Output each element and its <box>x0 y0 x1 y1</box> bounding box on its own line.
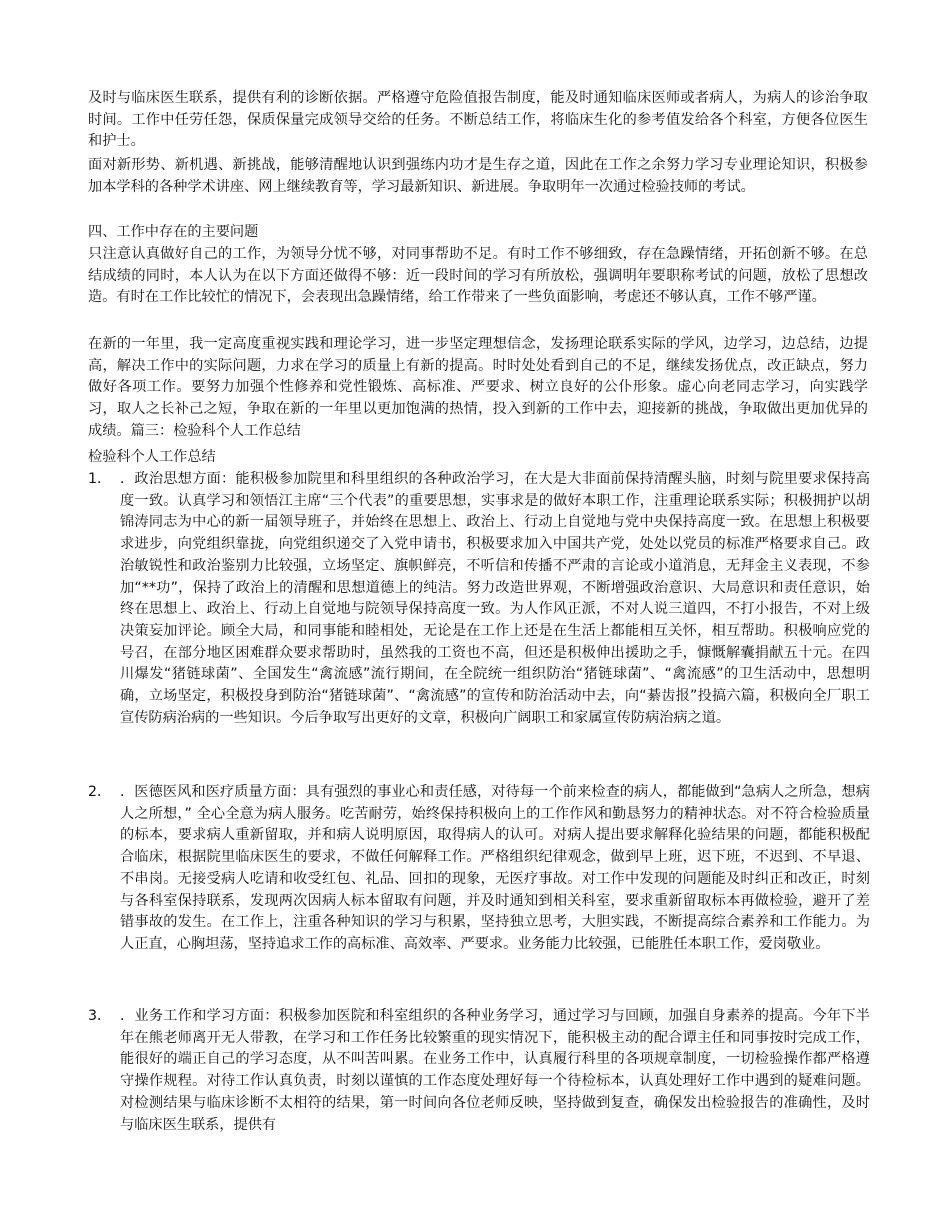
list-item-number: 3． <box>88 1008 112 1024</box>
paragraph-learning: 面对新形势、新机遇、新挑战，能够清醒地认识到强练内功才是生存之道，因此在工作之余努力学习专业理论知识，积极参加本学科的各种学术讲座、网上继续教育等，学习最新知识、新进展。争取明年一次通过检验技师的考试。 <box>88 157 868 195</box>
paragraph-report-system: 及时与临床医生联系，提供有利的诊断依据。严格遵守危险值报告制度，能及时通知临床医师或者病人，为病人的诊治争取时间。工作中任劳任怨，保质保量完成领导交给的任务。不断总结工作，将临床生化的参考值发给各个科室，方便各位医生和护士。 <box>88 90 868 150</box>
list-item-number: 2． <box>88 784 112 800</box>
list-item-text: ．医德医风和医疗质量方面：具有强烈的事业心和责任感，对待每一个前来检查的病人，都能做到“急病人之所急，想病人之所想，” 全心全意为病人服务。吃苦耐劳，始终保持积极向上的工作作风和勤恳努力的精神状态。对不符合检验质量的标本，要求病人重新留取，并和病人说明原因，取得病人的认可。对病人提出要求解释化验结果的问题，都能积极配合临床，根据院里临床医生的要求，不做任何解释工作。严格组织纪律观念，做到早上班，迟下班，不迟到、不早退、不串岗。无接受病人吃请和收受红包、礼品、回扣的现象，无医疗事故。对工作中发现的问题能及时纠正和改正，时刻与各科室保持联系，发现两次因病人标本留取有问题，并及时通知到相关科室，要求重新留取标本再做检验，避开了差错事故的发生。在工作上，注重各种知识的学习与积累，坚持独立思考，大胆实践，不断提高综合素养和工作能力。为人正直，心胸坦荡，坚持追求工作的高标准、高效率、严要求。业务能力比较强，已能胜任本职工作，爱岗敬业。 <box>120 784 870 952</box>
document-title: 检验科个人工作总结 <box>88 449 216 465</box>
section-heading-problems: 四、工作中存在的主要问题 <box>88 224 259 240</box>
paragraph-problems: 只注意认真做好自己的工作，为领导分忧不够，对同事帮助不足。有时工作不够细致，存在急躁情绪，开拓创新不够。在总结成绩的同时，本人认为在以下方面还做得不够：近一段时间的学习有所放松，强调明年要职称考试的问题，放松了思想改造。有时在工作比较忙的情况下，会表现出急躁情绪，给工作带来了一些负面影响，考虑还不够认真，工作不够严谨。 <box>88 246 868 306</box>
list-item-text: ．政治思想方面：能积极参加院里和科里组织的各种政治学习，在大是大非面前保持清醒头脑，时刻与院里要求保持高度一致。认真学习和领悟江主席“三个代表”的重要思想，实事求是的做好本职工作，注重理论联系实际；积极拥护以胡锦涛同志为中心的新一届领导班子，并始终在思想上、政治上、行动上自觉地与党中央保持高度一致。在思想上积极要求进步，向党组织靠拢，向党组织递交了入党申请书，积极要求加入中国共产党，处处以党员的标准严格要求自己。政治敏锐性和政治鉴别力比较强，立场坚定、旗帜鲜亮，不听信和传播不严肃的言论或小道消息，无拜金主义表现，不参加“**功”，保持了政治上的清醒和思想道德上的纯洁。努力改造世界观，不断增强政治意识、大局意识和责任意识，始终在思想上、政治上、行动上自觉地与院领导保持高度一致。为人作风正派，不对人说三道四，不打小报告，不对上级决策妄加评论。顾全大局，和同事能和睦相处，无论是在工作上还是在生活上都能相互关怀，相互帮助。积极响应党的号召，在部分地区困难群众要求帮助时，虽然我的工资也不高，但还是积极伸出援助之手，慷慨解囊捐献五十元。在四川爆发“猪链球菌”、全国发生“禽流感”流行期间，在全院统一组织防治“猪链球菌”、“禽流感”的卫生活动中，思想明确，立场坚定，积极投身到防治“猪链球菌”、“禽流感”的宣传和防治活动中去，向“綦齿报”投搞六篇，积极向全厂职工宣传防病治病的一些知识。今后争取写出更好的文章，积极向广阔职工和家属宣传防病治病之道。 <box>120 471 870 726</box>
list-item-number: 1． <box>88 471 112 487</box>
list-item-text: ．业务工作和学习方面：积极参加医院和科室组织的各种业务学习，通过学习与回顾，加强自身素养的提高。今年下半年在熊老师离开无人带教，在学习和工作任务比较繁重的现实情况下，能积极主动的配合谭主任和同事按时完成工作，能很好的端正自己的学习态度，从不叫苦叫累。在业务工作中，认真履行科里的各项规章制度，一切检验操作都严格遵守操作规程。对待工作认真负责，时刻以谨慎的工作态度处理好每一个待检标本，认真处理好工作中遇到的疑难问题。对检测结果与临床诊断不太相符的结果，第一时间向各位老师反映，坚持做到复查，确保发出检验报告的准确性，及时与临床医生联系，提供有 <box>120 1008 870 1133</box>
paragraph-new-year: 在新的一年里，我一定高度重视实践和理论学习，进一步坚定理想信念，发扬理论联系实际的学风，边学习，边总结，边提高，解决工作中的实际问题，力求在学习的质量上有新的提高。时时处处看到自己的不足，继续发扬优点，改正缺点，努力做好各项工作。要努力加强个性修养和党性锻炼、高标准、严要求、树立良好的公仆形象。虚心向老同志学习，向实践学习，取人之长补己之短，争取在新的一年里以更加饱满的热情，投入到新的工作中去，迎接新的挑战，争取做出更加优异的成绩。篇三：检验科个人工作总结 <box>88 336 868 439</box>
